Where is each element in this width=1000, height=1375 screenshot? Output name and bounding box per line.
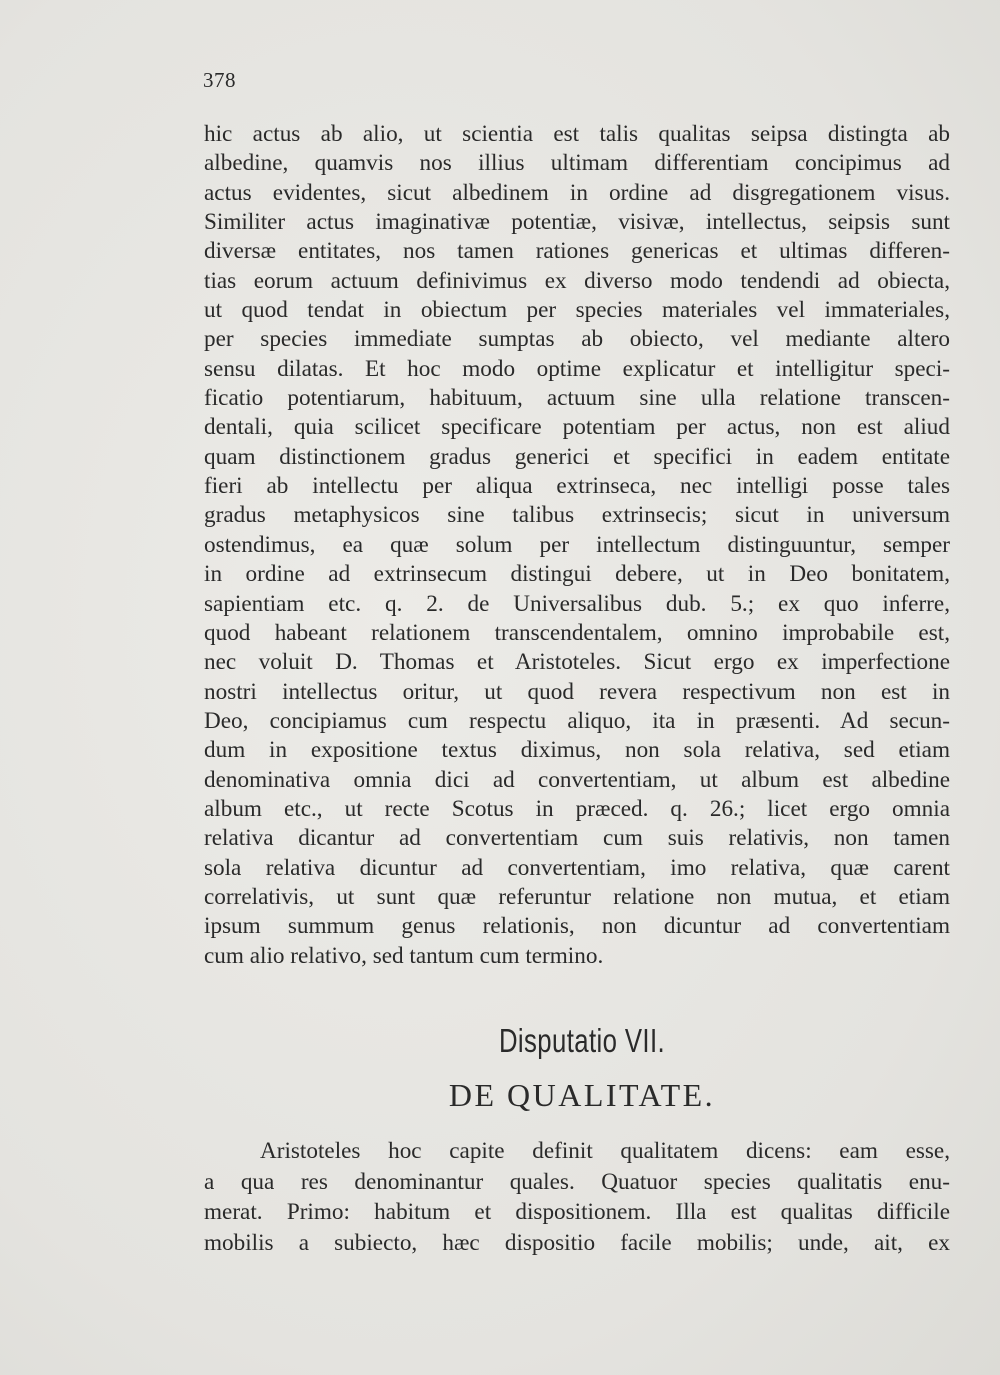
text-line: mobilis a subiecto, hæc dispositio facile mobilis; unde, ait, ex [204,1229,950,1256]
text-line: nec voluit D. Thomas et Aristoteles. Sicut ergo ex imperfectione [204,649,950,676]
section-paragraph [204,1136,950,1258]
text-line: Deo, concipiamus cum respectu aliquo, ita in præsenti. Ad secun- [204,707,950,734]
text-line: dentali, quia scilicet specificare potentiam per actus, non est aliud [204,414,950,441]
text-line: gradus metaphysicos sine talibus extrinsecis; sicut in universum [204,502,950,529]
text-line: actus evidentes, sicut albedinem in ordine ad disgregationem visus. [204,179,950,206]
text-line: dum in expositione textus diximus, non sola relativa, sed etiam [204,737,950,764]
text-line: a qua res denominantur quales. Quatuor species qualitatis enu- [204,1168,950,1195]
text-line: Similiter actus imaginativæ potentiæ, visivæ, intellectus, seipsis sunt [204,209,950,236]
page-number: 378 [203,68,236,92]
section-subheading [0,1077,1000,1114]
text-line: ficatio potentiarum, habituum, actuum sine ulla relatione transcen- [204,385,950,412]
text-line: ostendimus, ea quæ solum per intellectum distinguuntur, semper [204,531,950,558]
text-line: per species immediate sumptas ab obiecto, vel mediante altero [204,326,950,353]
text-line: diversæ entitates, nos tamen rationes genericas et ultimas differen- [204,238,950,265]
text-line: merat. Primo: habitum et dispositionem. Illa est qualitas difficile [204,1199,950,1225]
text-line: sensu dilatas. Et hoc modo optime explicatur et intelligitur speci- [204,355,950,382]
text-line: fieri ab intellectu per aliqua extrinseca, nec intelligi posse tales [204,473,950,500]
text-line: relativa dicantur ad convertentiam cum suis relativis, non tamen [204,825,950,852]
text-line: in ordine ad extrinsecum distingui debere, ut in Deo bonitatem, [204,561,950,588]
text-line: albedine, quamvis nos illius ultimam differentiam concipimus ad [204,150,950,177]
text-line: ipsum summum genus relationis, non dicuntur ad convertentiam [204,913,950,940]
text-line: denominativa omnia dici ad convertentiam, ut album est albedine [204,766,950,793]
heading-title-text: Disputatio VII. [498,1022,666,1059]
text-line: sapientiam etc. q. 2. de Universalibus dub. 5.; ex quo inferre, [204,590,950,617]
text-line: hic actus ab alio, ut scientia est talis qualitas seipsa distingta ab [204,121,950,147]
text-line: sola relativa dicuntur ad convertentiam, imo relativa, quæ carent [204,854,950,881]
text-line: correlativis, ut sunt quæ referuntur relatione non mutua, et etiam [204,883,950,910]
heading-subtitle-text: DE QUALITATE. [448,1077,716,1113]
text-line: ut quod tendat in obiectum per species materiales vel immateriales, [204,297,950,324]
text-line: quod habeant relationem transcendentalem, omnino improbabile est, [204,619,950,646]
text-line: cum alio relativo, sed tantum cum termino. [204,942,604,969]
body-paragraph [204,120,950,971]
section-heading [128,1022,908,1060]
text-line: tias eorum actuum definivimus ex diverso modo tendendi ad obiecta, [204,267,950,294]
text-line: Aristoteles hoc capite definit qualitatem dicens: eam esse, [260,1138,950,1164]
text-line: album etc., ut recte Scotus in præced. q. 26.; licet ergo omnia [204,795,950,822]
text-line: nostri intellectus oritur, ut quod revera respectivum non est in [204,678,950,705]
text-line: quam distinctionem gradus generici et specifici in eadem entitate [204,443,950,470]
